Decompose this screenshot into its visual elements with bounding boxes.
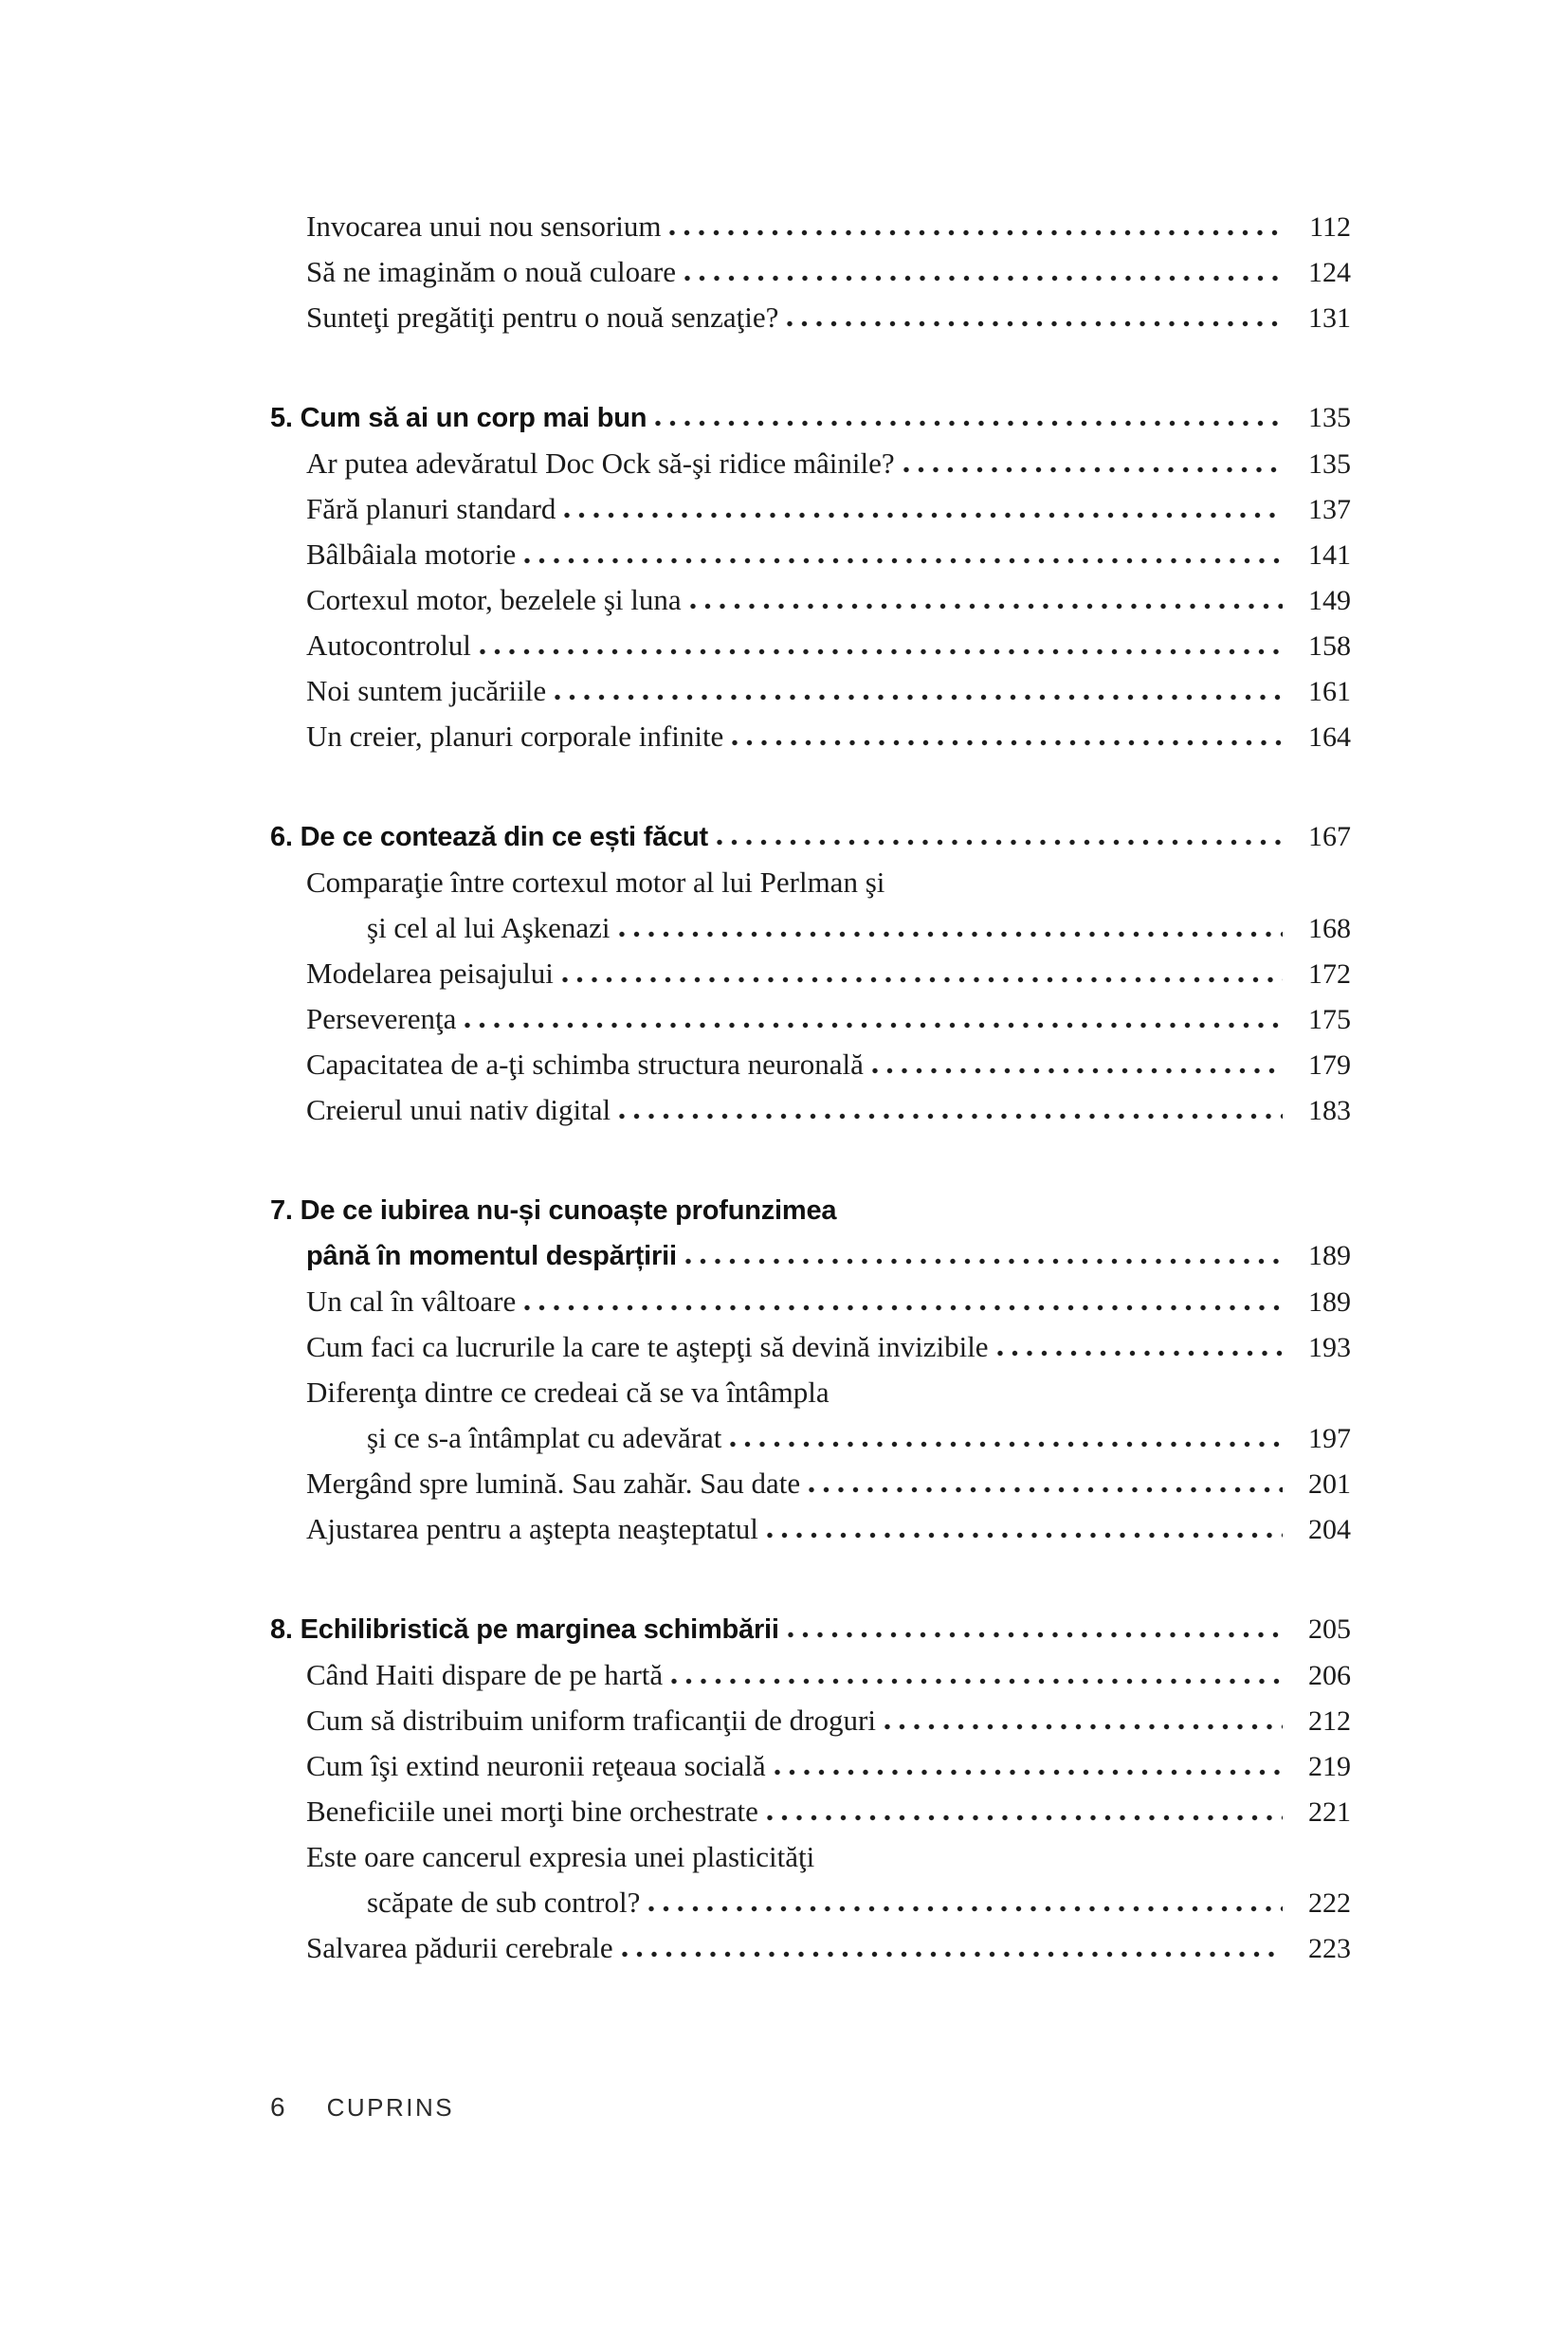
toc-entry-row (270, 1370, 1351, 1415)
dot-leader (562, 976, 1283, 983)
toc-page-number: 164 (1308, 721, 1351, 753)
toc-entry-row (270, 577, 1351, 623)
toc-page-number: 193 (1308, 1332, 1351, 1363)
toc-entry-row (270, 905, 1351, 951)
dot-leader (555, 694, 1283, 701)
dot-leader (730, 1441, 1283, 1448)
toc-entry-title: Cortexul motor, bezelele şi luna (306, 583, 682, 616)
toc-entry-title: Bâlbâiala motorie (306, 538, 517, 571)
toc-page-number: 223 (1308, 1933, 1351, 1964)
toc-entry-title: Noi suntem jucăriile (306, 674, 547, 707)
toc-page-number: 131 (1308, 302, 1351, 334)
dot-leader (717, 839, 1283, 846)
toc-entry-title: Salvarea pădurii cerebrale (306, 1931, 613, 1964)
toc-page-number: 149 (1308, 585, 1351, 616)
toc-entry-title: Cum faci ca lucrurile la care te aştepţi să devină invizibile (306, 1330, 989, 1363)
dot-leader (997, 1350, 1283, 1357)
toc-entry-row (270, 1834, 1351, 1880)
toc-page-number: 206 (1308, 1660, 1351, 1691)
dot-leader (767, 1814, 1283, 1821)
toc-page-number: 219 (1308, 1751, 1351, 1782)
toc-entry-row (270, 486, 1351, 532)
toc-page-number: 189 (1308, 1286, 1351, 1318)
toc-entry-row (270, 860, 1351, 905)
dot-leader (872, 1067, 1283, 1074)
toc-entry-title: Beneficiile unei morţi bine orchestrate (306, 1795, 758, 1828)
toc-page-number: 179 (1308, 1049, 1351, 1081)
toc-chapter-row (270, 1188, 1351, 1233)
dot-leader (480, 648, 1283, 655)
toc-entry-title: Să ne imaginăm o nouă culoare (306, 255, 676, 288)
toc-entry-row (270, 1506, 1351, 1552)
toc-entry-title: Modelarea peisajului (306, 957, 554, 990)
dot-leader (655, 420, 1283, 427)
dot-leader (564, 512, 1283, 519)
toc-entry-title: Sunteţi pregătiţi pentru o nouă senzaţie? (306, 301, 779, 334)
toc-entry-row (270, 1087, 1351, 1133)
dot-leader (524, 557, 1283, 564)
dot-leader (684, 275, 1283, 282)
toc-entry-row (270, 1698, 1351, 1743)
dot-leader (809, 1486, 1283, 1493)
toc-page-number: 168 (1308, 913, 1351, 944)
dot-leader (884, 1723, 1283, 1730)
toc-entry-title: Perseverenţa (306, 1002, 457, 1035)
toc-page-number: 222 (1308, 1887, 1351, 1919)
toc-entry-row (270, 1925, 1351, 1971)
dot-leader (690, 603, 1283, 610)
toc-page-number: 137 (1308, 494, 1351, 525)
toc-entry-row (270, 204, 1351, 249)
toc-page-number: 204 (1308, 1514, 1351, 1545)
toc-chapter-title: 8. Echilibristică pe marginea schimbării (270, 1614, 779, 1645)
toc-page-number: 197 (1308, 1423, 1351, 1454)
toc-chapter-row (270, 1233, 1351, 1279)
toc-chapter-title: 5. Cum să ai un corp mai bun (270, 403, 647, 433)
toc-entry-row (270, 1042, 1351, 1087)
toc-chapter-row (270, 1607, 1351, 1652)
toc-entry-title: Mergând spre lumină. Sau zahăr. Sau date (306, 1467, 801, 1500)
toc-entry-title: Cum să distribuim uniform traficanţii de droguri (306, 1704, 876, 1737)
toc-entry-row (270, 1461, 1351, 1506)
toc-entry-title: Creierul unui nativ digital (306, 1093, 611, 1126)
toc-page-number: 161 (1308, 676, 1351, 707)
toc-entry-row (270, 441, 1351, 486)
dot-leader (903, 466, 1283, 473)
toc-chapter-title: 7. De ce iubirea nu-și cunoaște profunzimea (270, 1195, 837, 1226)
toc-page-number: 135 (1308, 402, 1351, 433)
dot-leader (767, 1532, 1283, 1539)
dot-leader (787, 320, 1283, 327)
toc-entry-row (270, 1789, 1351, 1834)
toc-entry-title: Ajustarea pentru a aştepta neaşteptatul (306, 1512, 758, 1545)
toc-page-number: 158 (1308, 630, 1351, 662)
toc-page-number: 167 (1308, 821, 1351, 852)
dot-leader (648, 1905, 1283, 1912)
dot-leader (732, 739, 1283, 746)
page-footer (270, 2092, 1351, 2123)
toc-entry-row (270, 295, 1351, 340)
toc-entry-row (270, 532, 1351, 577)
dot-leader (775, 1769, 1283, 1776)
toc-entry-title: Fără planuri standard (306, 492, 556, 525)
toc-entry-row (270, 1880, 1351, 1925)
toc-chapter-row (270, 395, 1351, 441)
toc-page-number: 189 (1308, 1240, 1351, 1271)
toc-entry-title: Un cal în vâltoare (306, 1285, 517, 1318)
toc-entry-title: şi ce s-a întâmplat cu adevărat (367, 1421, 722, 1454)
toc-page-number: 183 (1308, 1095, 1351, 1126)
toc-entry-row (270, 1324, 1351, 1370)
folio-page-number: 6 (270, 2092, 285, 2122)
toc-page-number: 172 (1308, 958, 1351, 990)
toc-entry-row (270, 714, 1351, 759)
toc-entry-title: Invocarea unui nou sensorium (306, 210, 662, 243)
toc-entry-row (270, 1743, 1351, 1789)
toc-page-number: 112 (1309, 211, 1351, 243)
toc-entry-row (270, 623, 1351, 668)
toc-page-number: 141 (1308, 539, 1351, 571)
toc-entry-row (270, 1415, 1351, 1461)
dot-leader (788, 1631, 1283, 1638)
toc-entry-title: Diferenţa dintre ce credeai că se va întâmpla (306, 1376, 830, 1409)
toc-page-number: 221 (1308, 1796, 1351, 1828)
toc-entry-title: Comparaţie între cortexul motor al lui Perlman şi (306, 866, 885, 899)
dot-leader (524, 1304, 1283, 1311)
toc-page-number: 212 (1308, 1705, 1351, 1737)
dot-leader (619, 931, 1283, 938)
toc-entry-title: Un creier, planuri corporale infinite (306, 720, 724, 753)
toc-entry-row (270, 1652, 1351, 1698)
toc-chapter-title: 6. De ce contează din ce ești făcut (270, 822, 709, 852)
toc-page-number: 124 (1308, 257, 1351, 288)
toc-entry-title: Când Haiti dispare de pe hartă (306, 1658, 664, 1691)
toc-entry-title: Capacitatea de a-ţi schimba structura neuronală (306, 1048, 864, 1081)
toc-entry-row (270, 996, 1351, 1042)
toc-entry-title: Autocontrolul (306, 629, 471, 662)
toc-list (270, 204, 1351, 1971)
toc-page-number: 205 (1308, 1613, 1351, 1645)
running-title: CUPRINS (326, 2093, 455, 2122)
dot-leader (685, 1258, 1283, 1265)
toc-entry-title: Cum îşi extind neuronii reţeaua socială (306, 1749, 766, 1782)
dot-leader (671, 1678, 1283, 1685)
toc-entry-title: scăpate de sub control? (367, 1886, 641, 1919)
toc-chapter-row (270, 814, 1351, 860)
toc-entry-title: şi cel al lui Aşkenazi (367, 911, 611, 944)
dot-leader (619, 1113, 1283, 1120)
toc-chapter-title: până în momentul despărțirii (306, 1241, 677, 1271)
toc-entry-row (270, 951, 1351, 996)
toc-entry-row (270, 249, 1351, 295)
toc-entry-row (270, 668, 1351, 714)
toc-entry-title: Ar putea adevăratul Doc Ock să-şi ridice mâinile? (306, 447, 895, 480)
dot-leader (669, 229, 1283, 236)
toc-entry-title: Este oare cancerul expresia unei plasticităţi (306, 1840, 815, 1873)
toc-page-number: 201 (1308, 1468, 1351, 1500)
toc-entry-row (270, 1279, 1351, 1324)
dot-leader (622, 1951, 1283, 1958)
toc-page-number: 175 (1308, 1004, 1351, 1035)
dot-leader (465, 1022, 1283, 1029)
toc-page-number: 135 (1308, 448, 1351, 480)
